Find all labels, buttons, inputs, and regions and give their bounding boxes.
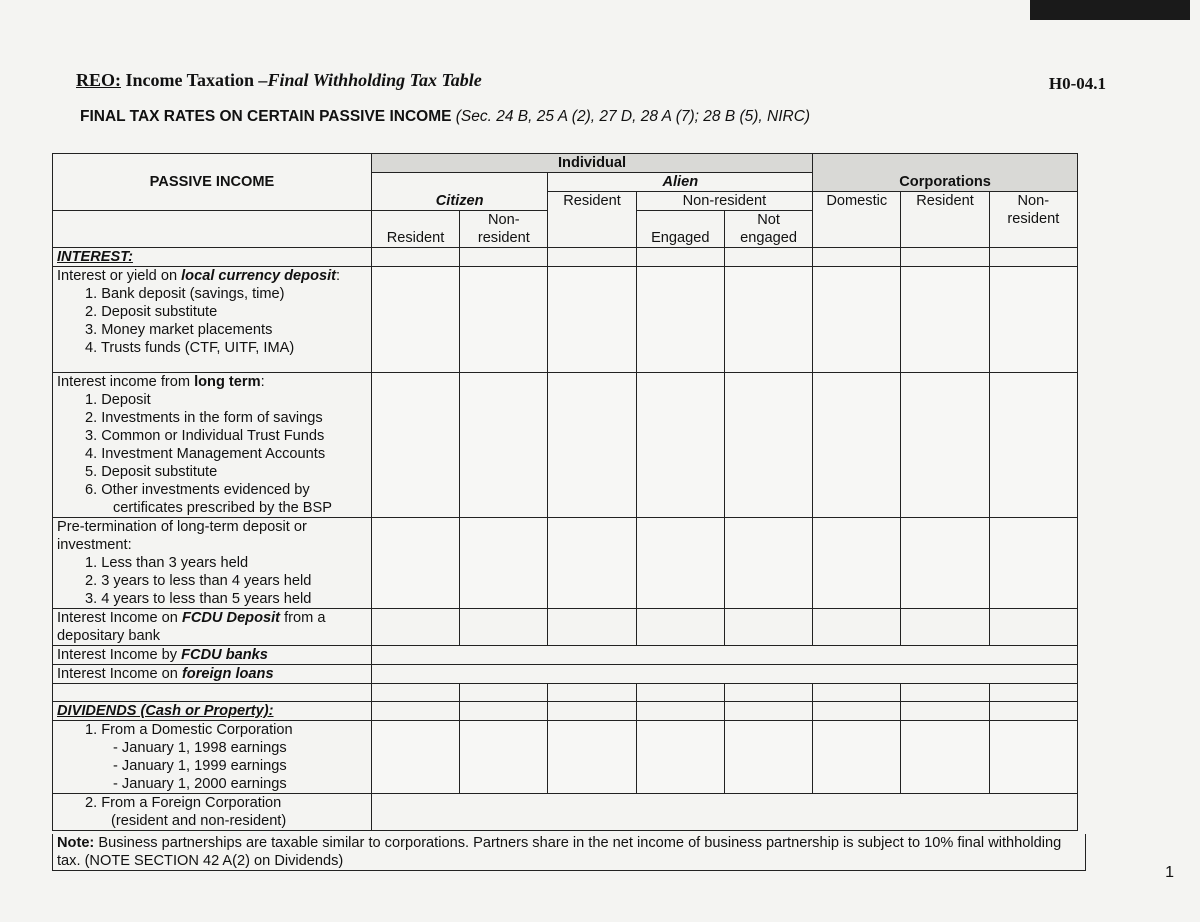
header-subtitle: –Final Withholding Tax Table bbox=[258, 70, 482, 90]
header-title: Income Taxation bbox=[125, 70, 255, 90]
table-title-reference: (Sec. 24 B, 25 A (2), 27 D, 28 A (7); 28 B (5), NIRC) bbox=[455, 108, 811, 125]
dividends-heading: DIVIDENDS (Cash or Property): bbox=[53, 702, 372, 721]
header-domestic: Domestic bbox=[813, 192, 901, 248]
header-non-resident-group: Non-resident bbox=[636, 192, 813, 211]
header-blank bbox=[53, 211, 372, 248]
document-header bbox=[76, 70, 1106, 94]
table-note bbox=[52, 834, 1086, 871]
header-passive-income: PASSIVE INCOME bbox=[53, 154, 372, 211]
table-title bbox=[80, 108, 980, 126]
table-title-main: FINAL TAX RATES ON CERTAIN PASSIVE INCOME bbox=[80, 108, 452, 125]
page-number: 1 bbox=[1165, 864, 1174, 881]
row-dividends-foreign: 2. From a Foreign Corporation (resident and non-resident) bbox=[53, 794, 372, 831]
header-alien-resident: Resident bbox=[548, 192, 636, 248]
row-dividends-domestic: 1. From a Domestic Corporation - January 1, 1998 earnings - January 1, 1999 earnings - January 1, 2000 earnings bbox=[53, 721, 372, 794]
note-text: Business partnerships are taxable similar to corporations. Partners share in the net income of business partnership is subject to 10% final withholding tax. (NOTE SECTION 42 A(2) on Dividends) bbox=[57, 835, 1062, 869]
row-foreign-loans: Interest Income on foreign loans bbox=[53, 665, 372, 684]
header-citizen-resident: Resident bbox=[371, 211, 459, 248]
header-citizen-non-resident: Non- resident bbox=[460, 211, 548, 248]
header-corp-non-resident: Non- resident bbox=[989, 192, 1077, 248]
row-fcdu-banks: Interest Income by FCDU banks bbox=[53, 646, 372, 665]
header-citizen: Citizen bbox=[371, 173, 548, 211]
header-corp-resident: Resident bbox=[901, 192, 989, 248]
row-local-currency-deposit: Interest or yield on local currency deposit: 1. Bank deposit (savings, time) 2. Deposit substitute 3. Money market placements 4. Trusts funds (CTF, UITF, IMA) bbox=[53, 267, 372, 373]
note-label: Note: bbox=[57, 835, 95, 851]
interest-heading: INTEREST: bbox=[53, 248, 372, 267]
header-alien: Alien bbox=[548, 173, 813, 192]
tax-rate-table bbox=[52, 153, 1078, 831]
header-individual: Individual bbox=[371, 154, 812, 173]
header-not-engaged: Not engaged bbox=[724, 211, 812, 248]
header-reo: REO: bbox=[76, 70, 121, 90]
header-engaged: Engaged bbox=[636, 211, 724, 248]
scan-artifact-top-right bbox=[1030, 0, 1190, 20]
document-code: H0-04.1 bbox=[1048, 74, 1106, 93]
header-corporations: Corporations bbox=[813, 154, 1078, 192]
row-pre-termination: Pre-termination of long-term deposit or investment: 1. Less than 3 years held 2. 3 years to less than 4 years held 3. 4 years to less than 5 years held bbox=[53, 518, 372, 609]
row-fcdu-deposit: Interest Income on FCDU Deposit from a depositary bank bbox=[53, 609, 372, 646]
row-long-term-interest: Interest income from long term: 1. Deposit 2. Investments in the form of savings 3. Common or Individual Trust Funds 4. Investment Management Accounts 5. Deposit substitute 6. Other investments evidenced by certificates prescribed by the BSP bbox=[53, 373, 372, 518]
